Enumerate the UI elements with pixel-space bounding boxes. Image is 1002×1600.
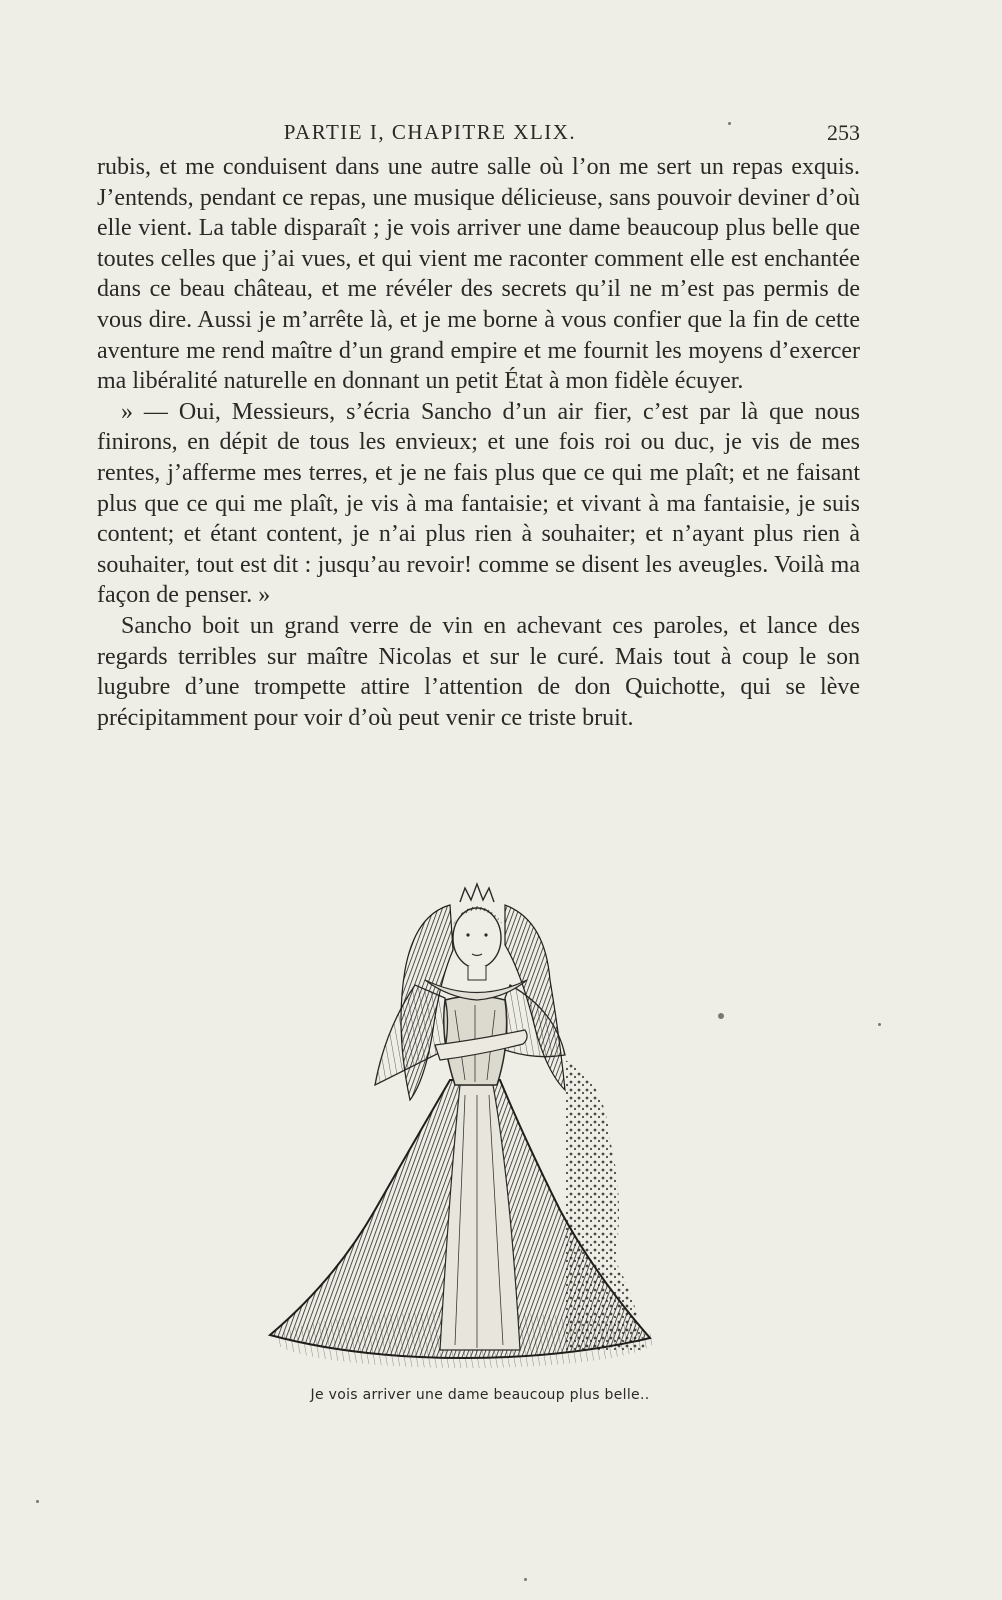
page-number: 253 [827,120,860,145]
engraving-lady-in-gown [265,880,665,1375]
paragraph: Sancho boit un grand verre de vin en achevant ces paroles, et lance des regards terribles sur maître Nicolas et sur le curé. Mais tout à coup le son lugubre d’une trompette attire l’attention de don Quichotte, qui se lève précipitamment pour voir d’où peut venir ce triste bruit. [97,612,860,731]
paragraph: » — Oui, Messieurs, s’écria Sancho d’un air fier, c’est par là que nous finirons, en dépit de tous les envieux; et une fois roi ou duc, je vis de mes rentes, j’afferme mes terres, et je ne fais plus que ce qui me plaît; et ne faisant plus que ce qui me plaît, je vis à ma fantaisie; et vivant à ma fantaisie, je suis content; et étant content, je n’ai plus rien à souhaiter; et n’ayant plus rien à souhaiter, tout est dit : jusqu’au revoir! comme se disent les aveugles. Voilà ma façon de penser. » [97,398,860,609]
body-text [97,152,860,733]
paper-speck [878,1023,881,1026]
paper-speck [524,1578,527,1581]
illustration-caption: Je vois arriver une dame beaucoup plus belle.. [310,1387,650,1403]
running-head [100,118,860,148]
paper-speck [36,1500,39,1503]
paper-speck [728,122,731,125]
paper-speck [718,1013,724,1019]
running-title: PARTIE I, CHAPITRE XLIX. [283,120,577,144]
paragraph: rubis, et me conduisent dans une autre salle où l’on me sert un repas exquis. J’entends, pendant ce repas, une musique délicieuse, sans pouvoir deviner d’où elle vient. La table disparaît ; je vois arriver une dame beaucoup plus belle que toutes celles que j’ai vues, et qui vient me raconter comment elle est enchantée dans ce beau château, et me révéler des secrets qu’il ne m’est pas permis de vous dire. Aussi je m’arrête là, et je me borne à vous confier que la fin de cette aventure me rend maître d’un grand empire et me fournit les moyens d’exercer ma libéralité naturelle en donnant un petit État à mon fidèle écuyer. [97,154,860,395]
